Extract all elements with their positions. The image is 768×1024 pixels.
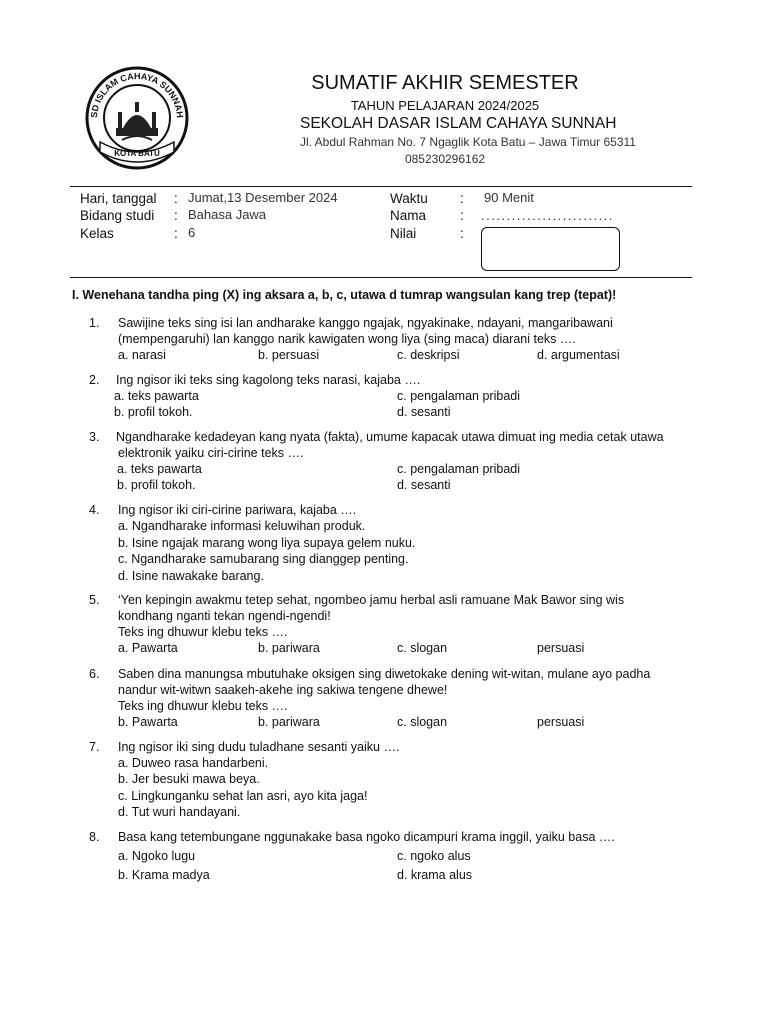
option-b[interactable]: b. pariwara: [258, 641, 320, 655]
option-c[interactable]: c. deskripsi: [397, 348, 460, 362]
option-c[interactable]: c. ngoko alus: [397, 849, 471, 863]
time-value: 90 Menit: [484, 190, 534, 205]
subject-value: Bahasa Jawa: [188, 207, 267, 222]
question-text: Ing ngisor iki sing dudu tuladhane sesanti yaiku ….: [118, 740, 400, 754]
school-address: Jl. Abdul Rahman No. 7 Ngaglik Kota Batu – Jawa Timur 65311: [300, 135, 636, 149]
date-value: Jumat,13 Desember 2024: [188, 190, 338, 205]
option-c[interactable]: c. slogan: [397, 641, 448, 655]
question-text: elektronik yaiku ciri-cirine teks ….: [118, 446, 304, 460]
option-b[interactable]: b. Krama madya: [118, 868, 210, 882]
question-number: 8.: [89, 830, 100, 844]
option-a[interactable]: a. narasi: [118, 348, 166, 362]
name-label: Nama: [390, 208, 427, 223]
question-text: Teks ing dhuwur klebu teks ….: [118, 699, 288, 713]
question-text: Ing ngisor iki ciri-cirine pariwara, kajaba ….: [118, 503, 357, 517]
option-b[interactable]: b. Isine ngajak marang wong liya supaya gelem nuku.: [118, 536, 416, 550]
colon: :: [460, 208, 464, 223]
colon: :: [174, 208, 178, 223]
question-text: (mempengaruhi) lan kanggo narik kawigaten wong liya (sing maca) diarani teks ….: [118, 332, 576, 346]
subject-label: Bidang studi: [80, 208, 155, 223]
option-a[interactable]: a. teks pawarta: [114, 389, 199, 403]
question-text: nandur wit-witwn saakeh-akehe ing sakiwa tengene dhewe!: [118, 683, 448, 697]
option-c[interactable]: c. slogan: [397, 715, 448, 729]
option-d[interactable]: d. sesanti: [397, 405, 451, 419]
class-value: 6: [188, 225, 196, 240]
option-d[interactable]: persuasi: [537, 641, 585, 655]
option-c[interactable]: c. pengalaman pribadi: [397, 462, 520, 476]
question-text: Saben dina manungsa mbutuhake oksigen sing diwetokake dening wit-witan, mulane ayo padha: [118, 667, 651, 681]
option-a[interactable]: a. teks pawarta: [117, 462, 202, 476]
colon: :: [460, 226, 464, 241]
class-label: Kelas: [80, 226, 114, 241]
instruction-text: I. Wenehana tandha ping (X) ing aksara a, b, c, utawa d tumrap wangsulan kang trep (tepat)!: [72, 288, 617, 302]
header-divider: [70, 186, 692, 187]
option-a[interactable]: a. Ngandharake informasi keluwihan produk.: [118, 519, 366, 533]
school-name: SEKOLAH DASAR ISLAM CAHAYA SUNNAH: [300, 115, 617, 132]
school-logo: [78, 66, 196, 170]
colon: :: [174, 226, 178, 241]
info-divider: [70, 277, 692, 278]
option-a[interactable]: a. Pawarta: [118, 641, 178, 655]
option-a[interactable]: a. Duweo rasa handarbeni.: [118, 756, 269, 770]
option-c[interactable]: c. Lingkunganku sehat lan asri, ayo kita jaga!: [118, 789, 368, 803]
option-b[interactable]: b. pariwara: [258, 715, 320, 729]
name-field[interactable]: ..........................: [481, 208, 614, 223]
question-text: Sawijine teks sing isi lan andharake kanggo ngajak, ngyakinake, ndayani, mangaribawani: [118, 316, 613, 330]
date-label: Hari, tanggal: [80, 191, 157, 206]
option-b[interactable]: b. persuasi: [258, 348, 320, 362]
question-text: kondhang nganti tekan ngendi-ngendi!: [118, 609, 331, 623]
option-d[interactable]: d. sesanti: [397, 478, 451, 492]
question-number: 1.: [89, 316, 100, 330]
option-d[interactable]: d. Isine nawakake barang.: [118, 569, 264, 583]
option-c[interactable]: c. pengalaman pribadi: [397, 389, 520, 403]
option-a[interactable]: b. Pawarta: [118, 715, 178, 729]
school-phone: 085230296162: [404, 152, 486, 166]
option-d[interactable]: persuasi: [537, 715, 585, 729]
question-text: Ngandharake kedadeyan kang nyata (fakta), umume kapacak utawa dimuat ing media cetak utawa: [116, 430, 664, 444]
colon: :: [174, 191, 178, 206]
option-b[interactable]: b. Jer besuki mawa beya.: [118, 772, 260, 786]
question-text: Basa kang tetembungane nggunakake basa ngoko dicampuri krama inggil, yaiku basa ….: [118, 830, 615, 844]
option-b[interactable]: b. profil tokoh.: [114, 405, 193, 419]
option-b[interactable]: b. profil tokoh.: [117, 478, 196, 492]
question-text: ‘Yen kepingin awakmu tetep sehat, ngombeo jamu herbal asli ramuane Mak Bawor sing wis: [118, 593, 625, 607]
logo-banner-text: KOTA BATU: [114, 149, 160, 158]
option-c[interactable]: c. Ngandharake samubarang sing dianggep penting.: [118, 552, 409, 566]
question-number: 7.: [89, 740, 100, 754]
question-number: 4.: [89, 503, 100, 517]
exam-title: SUMATIF AKHIR SEMESTER: [311, 72, 579, 94]
score-box[interactable]: [481, 227, 620, 271]
option-d[interactable]: d. krama alus: [397, 868, 473, 882]
question-number: 3.: [89, 430, 100, 444]
question-number: 6.: [89, 667, 100, 681]
option-a[interactable]: a. Ngoko lugu: [118, 849, 196, 863]
option-d[interactable]: d. argumentasi: [537, 348, 620, 362]
mosque-icon: [116, 102, 158, 140]
logo-ring-text: SD ISLAM CAHAYA SUNNAH: [88, 71, 186, 119]
option-d[interactable]: d. Tut wuri handayani.: [118, 805, 241, 819]
question-text: Teks ing dhuwur klebu teks ….: [118, 625, 288, 639]
academic-year: TAHUN PELAJARAN 2024/2025: [350, 98, 540, 113]
question-number: 2.: [89, 373, 100, 387]
colon: :: [460, 191, 464, 206]
question-number: 5.: [89, 593, 100, 607]
time-label: Waktu: [390, 191, 428, 206]
score-label: Nilai: [390, 226, 417, 241]
question-text: Ing ngisor iki teks sing kagolong teks narasi, kajaba ….: [116, 373, 421, 387]
